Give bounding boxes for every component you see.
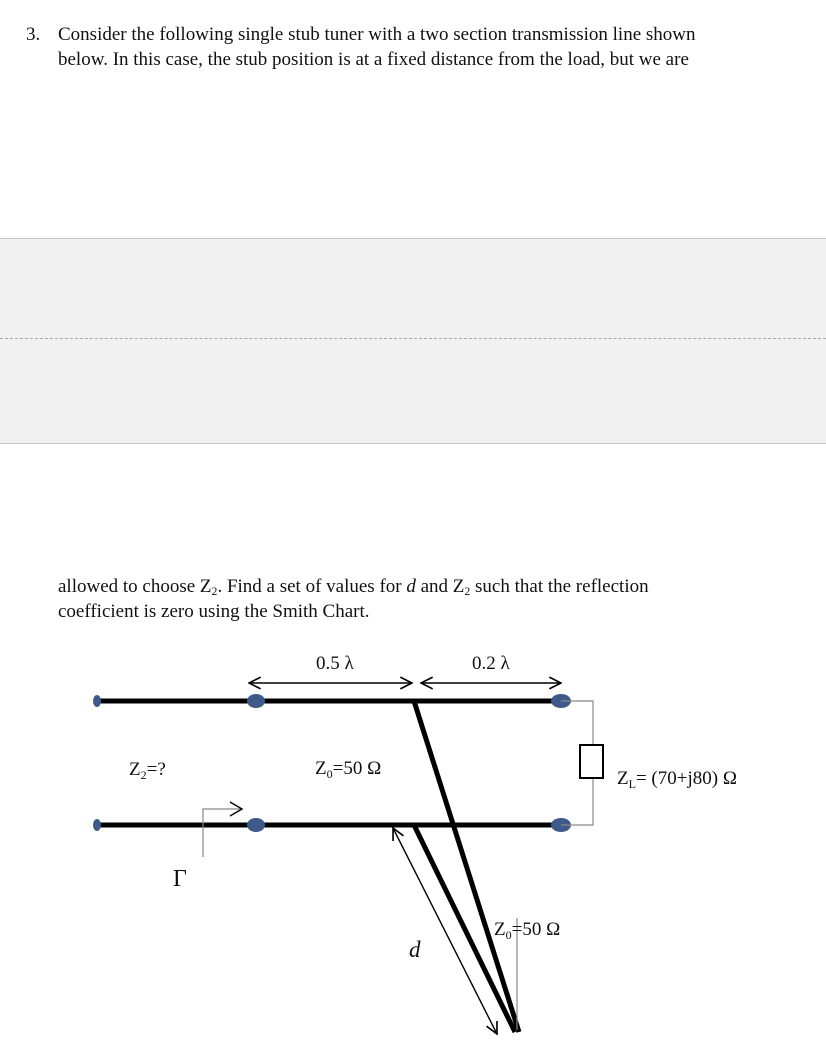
z2-main: Z bbox=[129, 759, 141, 780]
load-impedance-box bbox=[580, 745, 603, 778]
load-wire-bottom bbox=[561, 778, 593, 825]
node-top-left bbox=[93, 695, 101, 707]
text-such-that: such that the reflection bbox=[470, 576, 649, 597]
label-zl bbox=[617, 768, 737, 791]
stub-line-top bbox=[414, 701, 519, 1032]
zl-main: Z bbox=[617, 768, 629, 789]
label-0-2-lambda: 0.2 λ bbox=[472, 653, 510, 674]
node-bottom-left bbox=[93, 819, 101, 831]
gamma-reference-arrow bbox=[203, 809, 241, 857]
z0-line-main: Z bbox=[315, 758, 327, 779]
question-number: 3. bbox=[26, 24, 41, 45]
label-z2 bbox=[129, 759, 166, 782]
z0-stub-rest: =50 Ω bbox=[511, 919, 561, 940]
z0-stub-sub: 0 bbox=[505, 928, 512, 942]
arrow-d-stub-length bbox=[393, 828, 497, 1034]
z2-rest: =? bbox=[146, 759, 166, 780]
question-line-1: Consider the following single stub tuner with a two section transmission line shown bbox=[58, 24, 696, 45]
zl-sub: L bbox=[628, 777, 636, 791]
label-d: d bbox=[409, 937, 421, 962]
label-z0-line bbox=[315, 758, 381, 781]
z2-sub: 2 bbox=[140, 768, 147, 782]
node-bottom-junction bbox=[247, 818, 265, 832]
question-line-2: below. In this case, the stub position is at a fixed distance from the load, but we are bbox=[58, 49, 689, 70]
subscript-2b: 2 bbox=[464, 584, 471, 598]
label-z0-stub bbox=[494, 919, 560, 942]
node-top-junction bbox=[247, 694, 265, 708]
z0-line-sub: 0 bbox=[326, 767, 333, 781]
label-gamma: Γ bbox=[173, 866, 187, 892]
z0-line-rest: =50 Ω bbox=[332, 758, 382, 779]
text-and-z: and Z bbox=[415, 576, 465, 597]
load-wire-top bbox=[561, 701, 593, 745]
label-0-5-lambda: 0.5 λ bbox=[316, 653, 354, 674]
subscript-2: 2 bbox=[211, 584, 218, 598]
zl-rest: = (70+j80) Ω bbox=[635, 768, 737, 789]
text-find: . Find a set of values for bbox=[217, 576, 407, 597]
variable-d: d bbox=[406, 576, 416, 597]
text-allowed: allowed to choose Z bbox=[58, 576, 212, 597]
z0-stub-main: Z bbox=[494, 919, 506, 940]
question-line-4: coefficient is zero using the Smith Chart. bbox=[58, 601, 370, 622]
